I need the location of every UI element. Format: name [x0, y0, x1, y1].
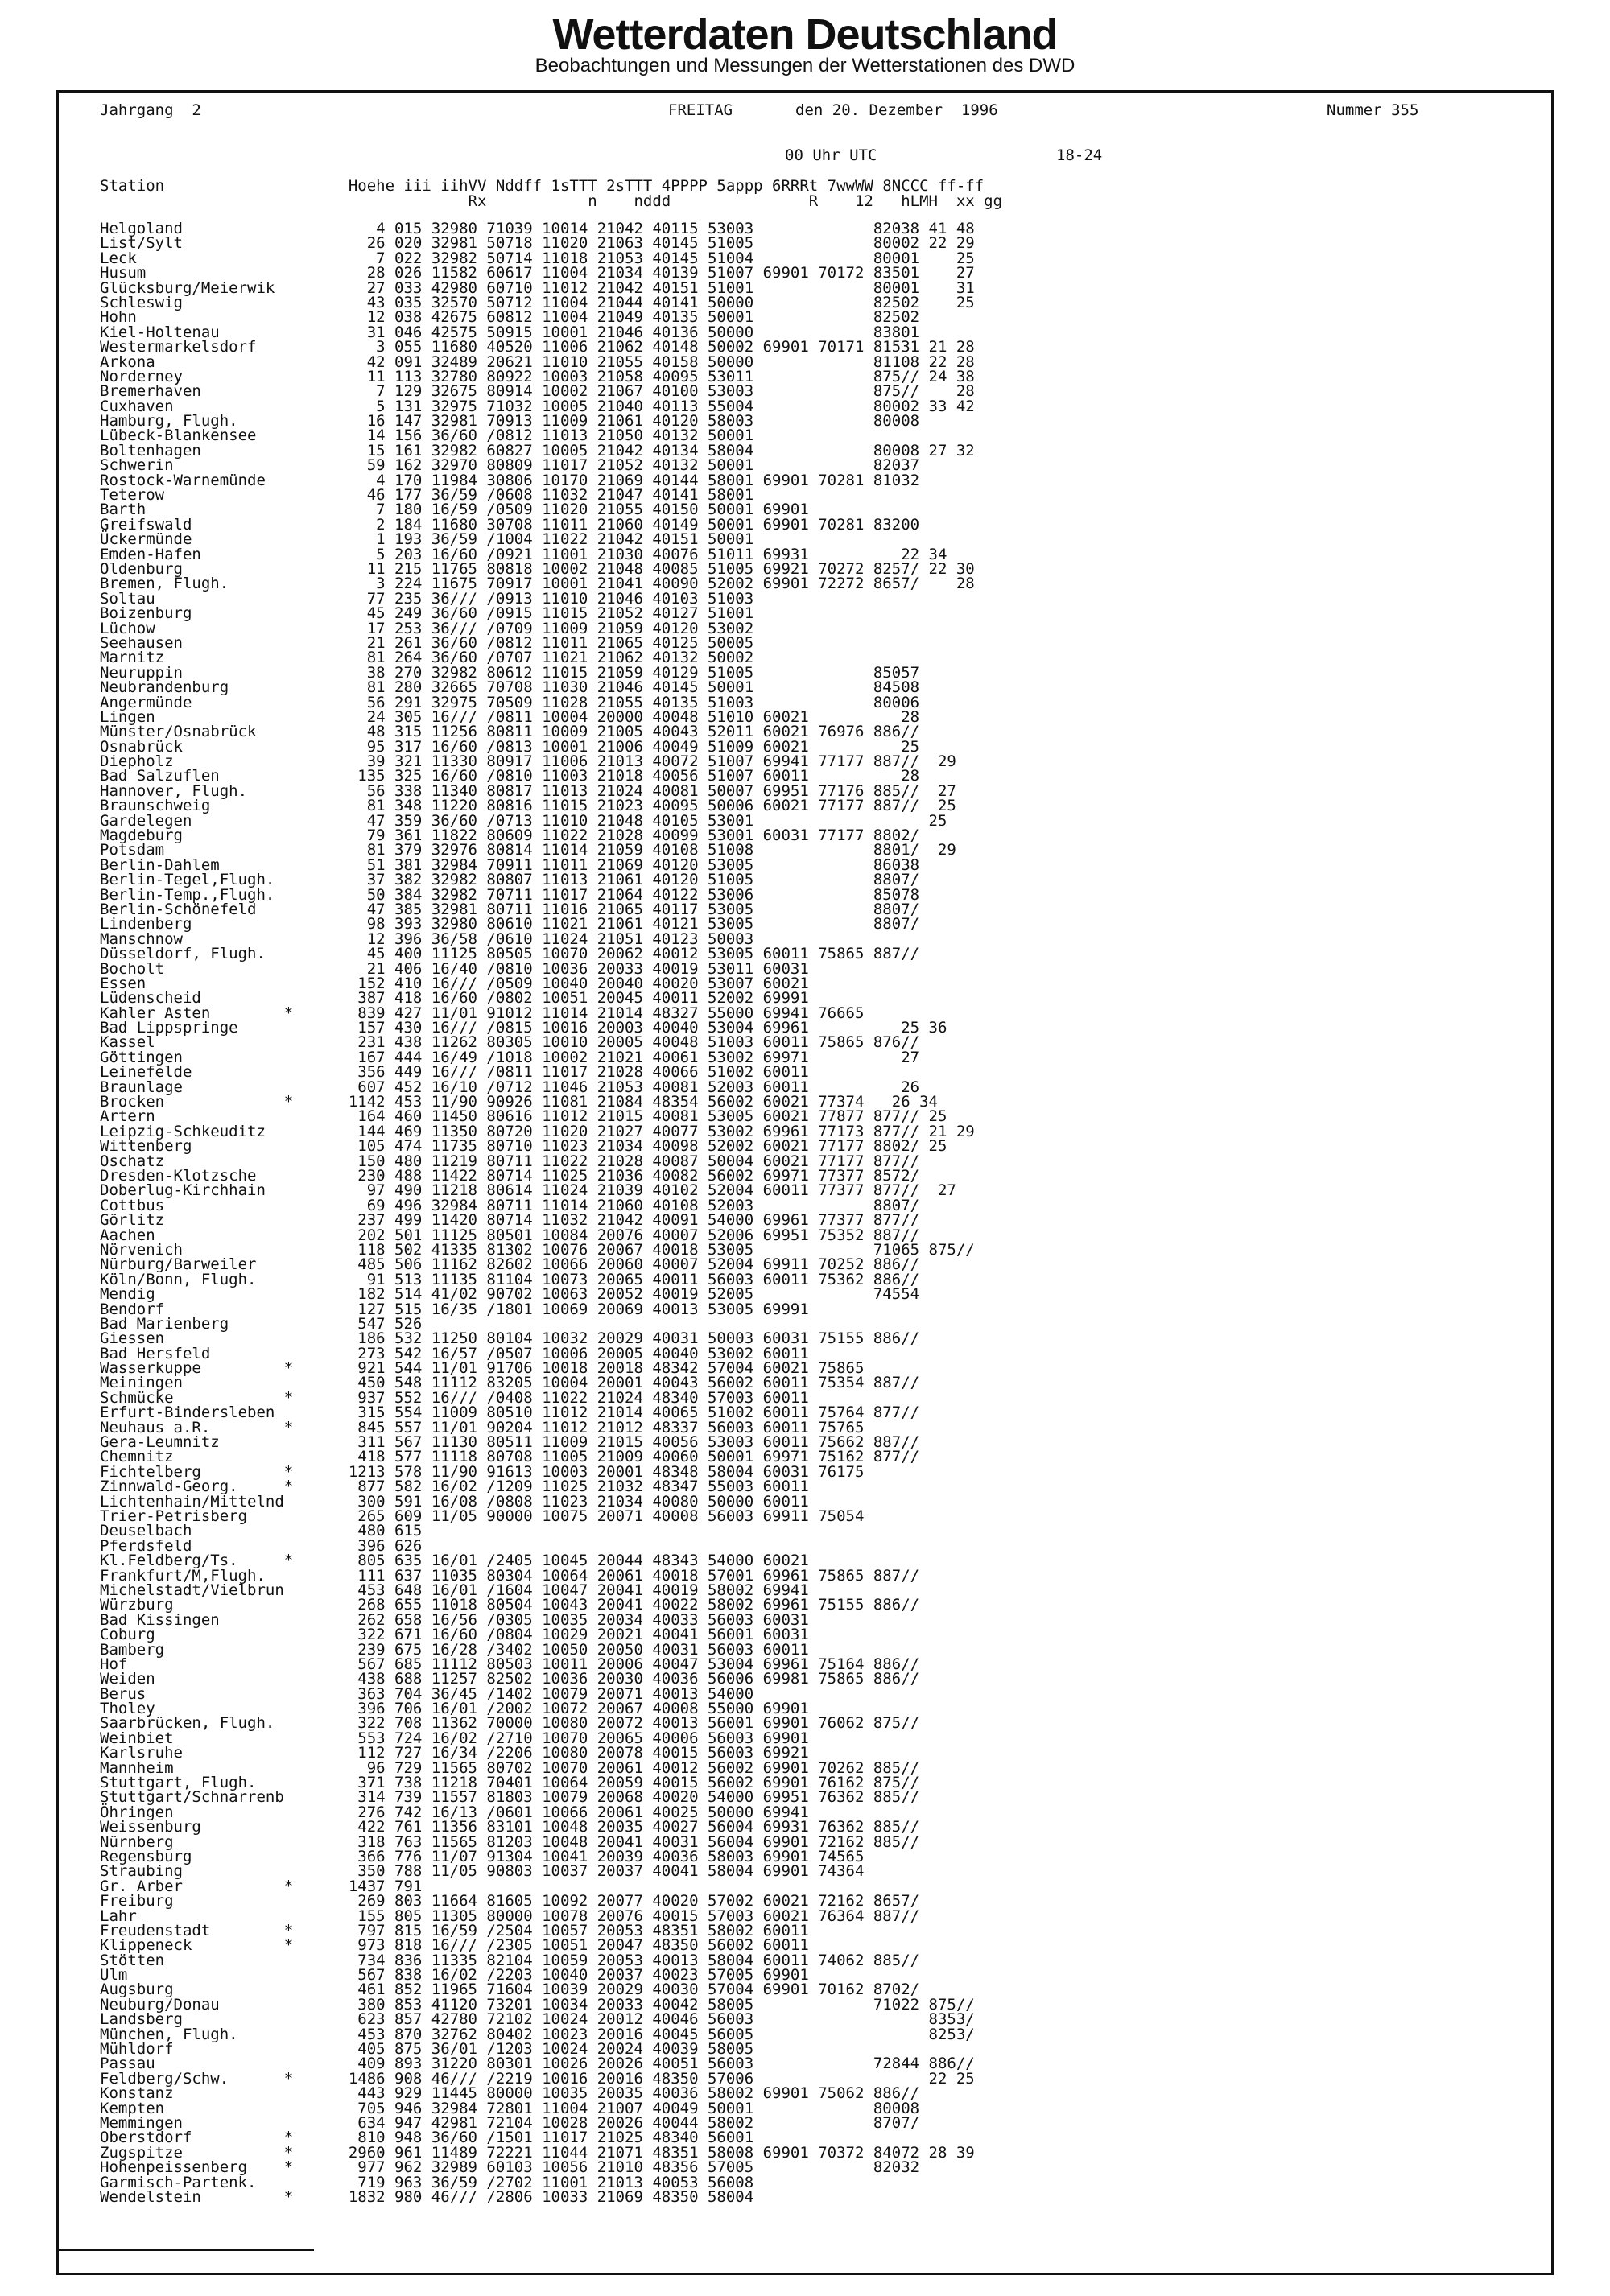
station-row: Bendorf 127 515 16/35 /1801 10069 20069 40013 53005 69991	[100, 1300, 809, 1318]
station-row: Cottbus 69 496 32984 80711 11014 21060 40108 52003 8807/	[100, 1196, 920, 1214]
station-row: Gr. Arber * 1437 791	[100, 1877, 423, 1895]
station-row: Norderney 11 113 32780 80922 10003 21058 40095 53011 875// 24 38	[100, 367, 975, 385]
station-row: Ulm 567 838 16/02 /2203 10040 20037 40023 57005 69901	[100, 1966, 809, 1985]
station-row: Freudenstadt * 797 815 16/59 /2504 10057 20053 48351 58002 60011	[100, 1921, 809, 1939]
jahrgang-label: Jahrgang 2	[100, 101, 201, 119]
station-row: Barth 7 180 16/59 /0509 11020 21055 40150 50001 69901	[100, 501, 809, 519]
station-row: Gardelegen 47 359 36/60 /0713 11010 21048 40105 53001 25	[100, 811, 947, 830]
station-row: Lüchow 17 253 36/// /0709 11009 21059 40120 53002	[100, 619, 754, 637]
station-row: Berus 363 704 36/45 /1402 10079 20071 40013 54000	[100, 1684, 754, 1703]
station-row: Freiburg 269 803 11664 81605 10092 20077 40020 57002 60021 72162 8657/	[100, 1892, 920, 1911]
station-row: Göttingen 167 444 16/49 /1018 10002 21021 40061 53002 69971 27	[100, 1048, 920, 1066]
station-row: Berlin-Dahlem 51 381 32984 70911 11011 21069 40120 53005 86038	[100, 855, 920, 874]
station-row: Schmücke * 937 552 16/// /0408 11022 21024 48340 57003 60011	[100, 1388, 809, 1407]
station-row: Cuxhaven 5 131 32975 71032 10005 21040 40113 55004 80002 33 42	[100, 397, 975, 415]
station-row: Kiel-Holtenau 31 046 42575 50915 10001 21046 40136 50000 83801	[100, 323, 920, 341]
station-row: Seehausen 21 261 36/60 /0812 11011 21065 40125 50005	[100, 633, 754, 652]
station-row: Neuburg/Donau 380 853 41120 73201 10034 20033 40042 58005 71022 875//	[100, 1995, 975, 2014]
station-row: Boltenhagen 15 161 32982 60827 10005 21042 40134 58004 80008 27 32	[100, 441, 975, 460]
station-row: Glücksburg/Meierwik 27 033 42980 60710 11012 21042 40151 51001 80001 31	[100, 278, 975, 297]
station-row: Helgoland 4 015 32980 71039 10014 21042 40115 53003 82038 41 48	[100, 220, 975, 237]
station-row: Erfurt-Bindersleben 315 554 11009 80510 11012 21014 40065 51002 60011 75764 877//	[100, 1404, 920, 1422]
station-row: Hamburg, Flugh. 16 147 32981 70913 11009 21061 40120 58003 80008	[100, 412, 920, 431]
station-row: Trier-Petrisberg 265 609 11/05 90000 10075 20071 40008 56003 69911 75054	[100, 1507, 865, 1525]
station-table	[100, 221, 975, 2204]
station-row: Lindenberg 98 393 32980 80610 11021 21061 40121 53005 8807/	[100, 915, 920, 934]
frame-bottom-rule	[56, 2249, 314, 2251]
station-row: Nürburg/Barweiler 485 506 11162 82602 10066 20060 40007 52004 69911 70252 886//	[100, 1255, 920, 1274]
station-row: Saarbrücken, Flugh. 322 708 11362 70000 10080 20072 40013 56001 69901 76062 875//	[100, 1714, 920, 1733]
station-row: Ückermünde 1 193 36/59 /1004 11022 21042 40151 50001	[100, 530, 754, 549]
station-row: München, Flugh. 453 870 32762 80402 10023 20016 40045 56005 8253/	[100, 2025, 975, 2043]
station-row: Schleswig 43 035 32570 50712 11004 21044 40141 50000 82502 25	[100, 293, 975, 311]
station-row: Wasserkuppe * 921 544 11/01 91706 10018 20018 48342 57004 60021 75865	[100, 1359, 865, 1378]
station-row: Oldenburg 11 215 11765 80818 10002 21048 40085 51005 69921 70272 8257/ 22 30	[100, 559, 975, 578]
station-row: Nörvenich 118 502 41335 81302 10076 20067 40018 53005 71065 875//	[100, 1240, 975, 1259]
station-row: Bad Salzuflen 135 325 16/60 /0810 11003 21018 40056 51007 60011 28	[100, 767, 920, 785]
station-row: Tholey 396 706 16/01 /2002 10072 20067 40008 55000 69901	[100, 1700, 809, 1718]
page-subtitle: Beobachtungen und Messungen der Wetterstationen des DWD	[535, 55, 1075, 76]
station-row: Coburg 322 671 16/60 /0804 10029 20021 40041 56001 60031	[100, 1626, 809, 1644]
station-row: Deuselbach 480 615	[100, 1522, 423, 1540]
station-row: Stötten 734 836 11335 82104 10059 20053 40013 58004 60011 74062 885//	[100, 1951, 920, 1969]
station-row: Greifswald 2 184 11680 30708 11011 21060 40149 50001 69901 70281 83200	[100, 515, 920, 534]
station-row: Kl.Feldberg/Ts. * 805 635 16/01 /2405 10045 20044 48343 54000 60021	[100, 1552, 809, 1570]
station-row: Neuhaus a.R. * 845 557 11/01 90204 11012 21012 48337 56003 60011 75765	[100, 1418, 865, 1437]
station-row: Brocken * 1142 453 11/90 90926 11081 21084 48354 56002 60021 77374 26 34	[100, 1093, 938, 1111]
station-row: Augsburg 461 852 11965 71604 10039 20029 40030 57004 69901 70162 8702/	[100, 1981, 920, 1999]
station-row: Oschatz 150 480 11219 80711 11022 21028 40087 50004 60021 77177 877//	[100, 1152, 920, 1170]
station-row: Kassel 231 438 11262 80305 10010 20005 40048 51003 60011 75865 876//	[100, 1033, 920, 1052]
station-row: Pferdsfeld 396 626	[100, 1536, 423, 1555]
station-row: Nürnberg 318 763 11565 81203 10048 20041 40031 56004 69901 72162 885//	[100, 1832, 920, 1851]
station-row: Feldberg/Schw. * 1486 908 46/// /2219 10016 20016 48350 57006 22 25	[100, 2069, 975, 2088]
station-row: Fichtelberg * 1213 578 11/90 91613 10003 20001 48348 58004 60031 76175	[100, 1462, 865, 1481]
station-row: Landsberg 623 857 42780 72102 10024 20012 40046 56003 8353/	[100, 2010, 975, 2029]
station-row: Hannover, Flugh. 56 338 11340 80817 11013 21024 40081 50007 69951 77176 885// 27	[100, 781, 956, 800]
station-row: Berlin-Schönefeld 47 385 32981 80711 11016 21065 40117 53005 8807/	[100, 900, 920, 918]
station-row: Osnabrück 95 317 16/60 /0813 10001 21006 40049 51009 60021 25	[100, 737, 920, 756]
station-row: Regensburg 366 776 11/07 91304 10041 20039 40036 58003 69901 74565	[100, 1847, 865, 1865]
station-row: Oberstdorf * 810 948 36/60 /1501 11017 21025 48340 56001	[100, 2129, 754, 2147]
station-row: Görlitz 237 499 11420 80714 11032 21042 40091 54000 69961 77377 877//	[100, 1211, 920, 1230]
column-header-line-2: Rx n nddd R 12 hLMH xx gg	[100, 192, 1003, 210]
station-row: Lichtenhain/Mittelnd 300 591 16/08 /0808 11023 21034 40080 50000 60011	[100, 1492, 809, 1511]
station-row: Lingen 24 305 16/// /0811 10004 20000 40048 51010 60021 28	[100, 707, 920, 726]
station-row: Braunschweig 81 348 11220 80816 11015 21023 40095 50006 60021 77177 887// 25	[100, 797, 956, 815]
station-row: Mendig 182 514 41/02 90702 10063 20052 40019 52005 74554	[100, 1285, 920, 1304]
station-row: Magdeburg 79 361 11822 80609 11022 21028 40099 53001 60031 77177 8802/	[100, 826, 920, 845]
time-label-main: 00 Uhr UTC	[785, 146, 877, 164]
station-row: Braunlage 607 452 16/10 /0712 11046 21053 40081 52003 60011 26	[100, 1078, 920, 1096]
station-row: Berlin-Tegel,Flugh. 37 382 32982 80807 11013 21061 40120 51005 8807/	[100, 871, 920, 889]
station-row: Weinbiet 553 724 16/02 /2710 10070 20065 40006 56003 69901	[100, 1729, 809, 1747]
station-row: Frankfurt/M,Flugh. 111 637 11035 80304 10064 20061 40018 57001 69961 75865 887//	[100, 1566, 920, 1585]
station-row: Kempten 705 946 32984 72801 11004 21007 40049 50001 80008	[100, 2099, 920, 2117]
date-label: den 20. Dezember 1996	[795, 101, 998, 119]
station-row: Emden-Hafen 5 203 16/60 /0921 11001 21030 40076 51011 69931 22 34	[100, 545, 947, 563]
station-row: Weiden 438 688 11257 82502 10036 20030 40036 56006 69981 75865 886//	[100, 1670, 920, 1688]
station-row: Mühldorf 405 875 36/01 /1203 10024 20024 40039 58005	[100, 2040, 754, 2059]
station-row: Passau 409 893 31220 80301 10026 20026 40051 56003 72844 886//	[100, 2055, 975, 2073]
station-row: Mannheim 96 729 11565 80702 10070 20061 40012 56002 69901 70262 885//	[100, 1758, 920, 1777]
station-row: Bocholt 21 406 16/40 /0810 10036 20033 40019 53011 60031	[100, 959, 809, 978]
station-row: Memmingen 634 947 42981 72104 10028 20026 40044 58002 8707/	[100, 2114, 920, 2132]
station-row: Bad Marienberg 547 526	[100, 1314, 423, 1333]
issue-number: Nummer 355	[1327, 101, 1419, 119]
station-row: Klippeneck * 973 818 16/// /2305 10051 20047 48350 56002 60011	[100, 1936, 809, 1955]
station-row: Karlsruhe 112 727 16/34 /2206 10080 20078 40015 56003 69921	[100, 1744, 809, 1762]
station-row: Bremerhaven 7 129 32675 80914 10002 21067 40100 53003 875// 28	[100, 382, 975, 401]
column-header-line-1: Station Hoehe iii iihVV Nddff 1sTTT 2sTTT 4PPPP 5appp 6RRRt 7wwWW 8NCCC ff-ff	[100, 177, 985, 195]
station-row: Konstanz 443 929 11445 80000 10035 20035 40036 58002 69901 75062 886//	[100, 2084, 920, 2103]
station-row: Teterow 46 177 36/59 /0608 11032 21047 40141 58001	[100, 486, 754, 505]
station-row: Angermünde 56 291 32975 70509 11028 21055 40135 51003 80006	[100, 693, 920, 711]
station-row: Husum 28 026 11582 60617 11004 21034 40139 51007 69901 70172 83501 27	[100, 264, 975, 282]
station-row: Aachen 202 501 11125 80501 10084 20076 40007 52006 69951 75352 887//	[100, 1226, 920, 1244]
station-row: Diepholz 39 321 11330 80917 11006 21013 40072 51007 69941 77177 887// 29	[100, 752, 956, 771]
station-row: Westermarkelsdorf 3 055 11680 40520 11006 21062 40148 50002 69901 70171 81531 21 28	[100, 338, 975, 357]
station-row: Düsseldorf, Flugh. 45 400 11125 80505 10070 20062 40012 53005 60011 75865 887//	[100, 945, 920, 963]
station-row: Leipzig-Schkeuditz 144 469 11350 80720 11020 21027 40077 53002 69961 77173 877// 21 29	[100, 1122, 975, 1140]
station-row: Hof 567 685 11112 80503 10011 20006 40047 53004 69961 75164 886//	[100, 1655, 920, 1673]
station-row: Bremen, Flugh. 3 224 11675 70917 10001 21041 40090 52002 69901 72272 8657/ 28	[100, 575, 975, 593]
station-row: Marnitz 81 264 36/60 /0707 11021 21062 40132 50002	[100, 649, 754, 667]
station-row: Zinnwald-Georg. * 877 582 16/02 /1209 11025 21032 48347 55003 60011	[100, 1478, 809, 1496]
station-row: Bad Hersfeld 273 542 16/57 /0507 10006 20005 40040 53002 60011	[100, 1344, 809, 1362]
station-row: Essen 152 410 16/// /0509 10040 20040 40020 53007 60021	[100, 974, 809, 992]
station-row: Köln/Bonn, Flugh. 91 513 11135 81104 10073 20065 40011 56003 60011 75362 886//	[100, 1270, 920, 1288]
station-row: Stuttgart, Flugh. 371 738 11218 70401 10064 20059 40015 56002 69901 76162 875//	[100, 1774, 920, 1792]
station-row: Bad Lippspringe 157 430 16/// /0815 10016 20003 40040 53004 69961 25 36	[100, 1019, 947, 1037]
station-row: Chemnitz 418 577 11118 80708 11005 21009 40060 50001 69971 75162 877//	[100, 1448, 920, 1466]
station-row: Neuruppin 38 270 32982 80612 11015 21059 40129 51005 85057	[100, 663, 920, 682]
station-row: Neubrandenburg 81 280 32665 70708 11030 21046 40145 50001 84508	[100, 678, 920, 697]
station-row: Lüdenscheid 387 418 16/60 /0802 10051 20045 40011 52002 69991	[100, 989, 809, 1008]
weekday-label: FREITAG	[668, 101, 733, 119]
station-row: Doberlug-Kirchhain 97 490 11218 80614 11024 21039 40102 52004 60011 77377 877// 27	[100, 1181, 956, 1200]
station-row: Boizenburg 45 249 36/60 /0915 11015 21052 40127 51001	[100, 604, 754, 623]
station-row: Stuttgart/Schnarrenb 314 739 11557 81803 10079 20068 40020 54000 69951 76362 885//	[100, 1788, 920, 1807]
station-row: Leinefelde 356 449 16/// /0811 11017 21028 40066 51002 60011	[100, 1063, 809, 1082]
station-row: Leck 7 022 32982 50714 11018 21053 40145 51004 80001 25	[100, 249, 975, 267]
station-row: Meiningen 450 548 11112 83205 10004 20001 40043 56002 60011 75354 887//	[100, 1374, 920, 1392]
station-row: Lübeck-Blankensee 14 156 36/60 /0812 11013 21050 40132 50001	[100, 427, 754, 445]
station-row: Garmisch-Partenk. 719 963 36/59 /2702 11001 21013 40053 56008	[100, 2173, 754, 2191]
station-row: Artern 164 460 11450 80616 11012 21015 40081 53005 60021 77877 877// 25	[100, 1107, 947, 1126]
station-row: Bad Kissingen 262 658 16/56 /0305 10035 20034 40033 56003 60031	[100, 1610, 809, 1629]
station-row: Wittenberg 105 474 11735 80710 11023 21034 40098 52002 60021 77177 8802/ 25	[100, 1137, 947, 1156]
station-row: Giessen 186 532 11250 80104 10032 20029 40031 50003 60031 75155 886//	[100, 1329, 920, 1348]
station-row: Rostock-Warnemünde 4 170 11984 30806 10170 21069 40144 58001 69901 70281 81032	[100, 471, 920, 489]
station-row: Wendelstein * 1832 980 46/// /2806 10033 21069 48350 58004	[100, 2187, 754, 2206]
station-row: Würzburg 268 655 11018 80504 10043 20041 40022 58002 69961 75155 886//	[100, 1596, 920, 1614]
station-row: Manschnow 12 396 36/58 /0610 11024 21051 40123 50003	[100, 930, 754, 948]
station-row: List/Sylt 26 020 32981 50718 11020 21063 40145 51005 80002 22 29	[100, 234, 975, 253]
station-row: Michelstadt/Vielbrun 453 648 16/01 /1604 10047 20041 40019 58002 69941	[100, 1581, 809, 1599]
station-row: Münster/Osnabrück 48 315 11256 80811 10009 21005 40043 52011 60021 76976 886//	[100, 723, 920, 741]
station-row: Soltau 77 235 36/// /0913 11010 21046 40103 51003	[100, 589, 754, 608]
station-row: Gera-Leumnitz 311 567 11130 80511 11009 21015 40056 53003 60011 75662 887//	[100, 1433, 920, 1452]
page-title: Wetterdaten Deutschland	[552, 10, 1058, 59]
time-label-extra: 18-24	[1056, 146, 1103, 164]
station-row: Bamberg 239 675 16/28 /3402 10050 20050 40031 56003 60011	[100, 1640, 809, 1659]
station-row: Öhringen 276 742 16/13 /0601 10066 20061 40025 50000 69941	[100, 1803, 809, 1821]
station-row: Hohenpeissenberg * 977 962 32989 60103 10056 21010 48356 57005 82032	[100, 2158, 920, 2177]
frame-top-rule	[56, 90, 1554, 93]
station-row: Hohn 12 038 42675 60812 11004 21049 40135 50001 82502	[100, 308, 920, 327]
station-row: Schwerin 59 162 32970 80809 11017 21052 40132 50001 82037	[100, 456, 920, 475]
station-row: Weissenburg 422 761 11356 83101 10048 20035 40027 56004 69931 76362 885//	[100, 1818, 920, 1836]
station-row: Berlin-Temp.,Flugh. 50 384 32982 70711 11017 21064 40122 53006 85078	[100, 885, 920, 904]
station-row: Zugspitze * 2960 961 11489 72221 11044 21071 48351 58008 69901 70372 84072 28 39	[100, 2143, 975, 2162]
station-row: Potsdam 81 379 32976 80814 11014 21059 40108 51008 8801/ 29	[100, 841, 956, 859]
station-row: Lahr 155 805 11305 80000 10078 20076 40015 57003 60021 76364 887//	[100, 1906, 920, 1925]
station-row: Kahler Asten * 839 427 11/01 91012 11014 21014 48327 55000 69941 76665	[100, 1004, 865, 1022]
station-row: Straubing 350 788 11/05 90803 10037 20037 40041 58004 69901 74364	[100, 1862, 865, 1881]
station-row: Arkona 42 091 32489 20621 11010 21055 40158 50000 81108 22 28	[100, 352, 975, 371]
station-row: Dresden-Klotzsche 230 488 11422 80714 11025 21036 40082 56002 69971 77377 8572/	[100, 1167, 920, 1185]
